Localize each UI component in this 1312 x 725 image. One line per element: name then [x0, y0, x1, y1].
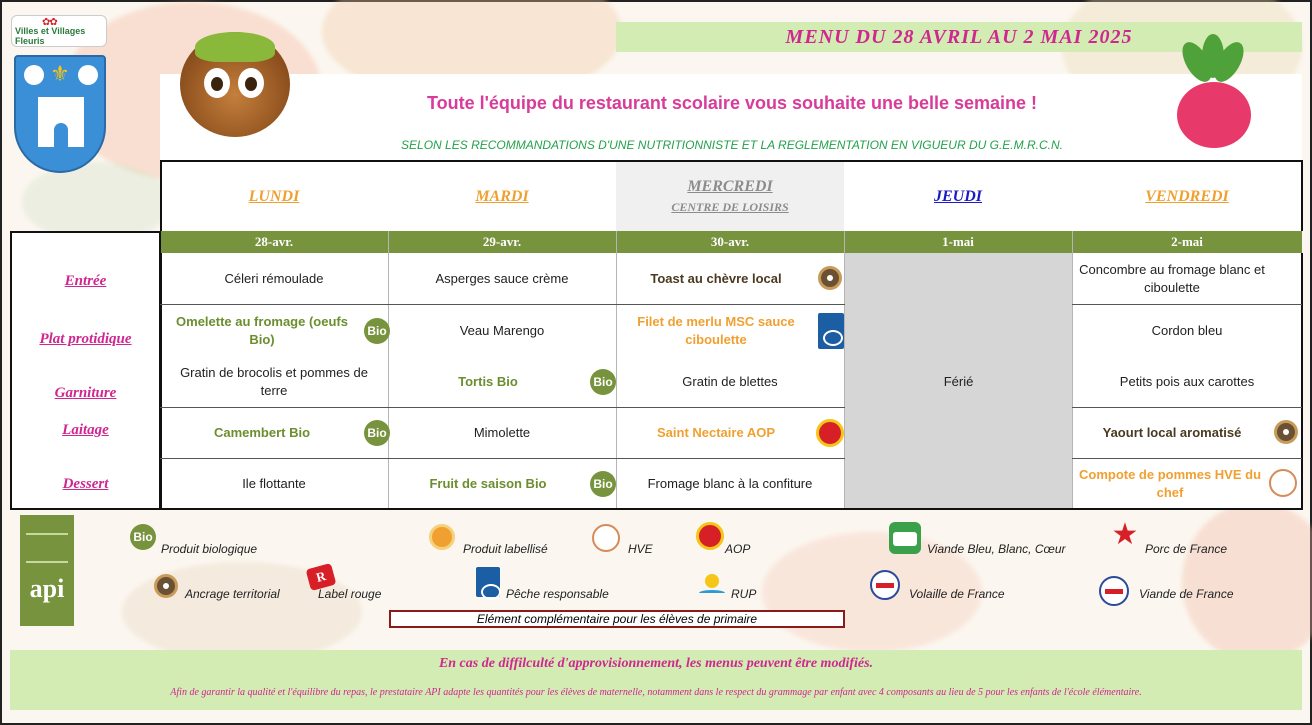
- date-cell: 1-mai: [942, 234, 974, 249]
- legend-rup: RUP: [731, 587, 757, 601]
- category-dessert: Dessert: [62, 476, 109, 492]
- nutrition-subtitle: SELON LES RECOMMANDATIONS D'UNE NUTRITIONNISTE ET LA REGLEMENTATION EN VIGUEUR DU G.E.M.R.C.N.: [401, 138, 1063, 152]
- menu-cell: Tortis Bio: [458, 373, 518, 389]
- menu-cell: Filet de merlu MSC sauce ciboulette: [637, 313, 795, 347]
- legend-bbc: Viande Bleu, Blanc, Cœur: [927, 542, 1066, 556]
- category-laitage: Laitage: [62, 422, 109, 438]
- api-logo-mark: [26, 533, 68, 563]
- msc-peche-durable-icon: [818, 313, 844, 349]
- day-label: LUNDI: [248, 187, 300, 205]
- bio-icon: Bio: [130, 524, 156, 550]
- menu-title: MENU DU 28 AVRIL AU 2 MAI 2025: [616, 22, 1302, 52]
- label-rouge-icon: R: [306, 563, 337, 591]
- town-coat-of-arms-icon: [14, 55, 106, 173]
- eye-icon: [204, 68, 230, 98]
- background-decoration: [22, 162, 172, 242]
- api-logo-text: api: [29, 574, 65, 603]
- ancrage-territorial-icon: [154, 574, 178, 598]
- day-sublabel: CENTRE DE LOISIRS: [671, 200, 789, 214]
- radish-leaves-icon: [1182, 34, 1244, 86]
- day-header-mercredi: [616, 162, 844, 231]
- legend-viande: Viande de France: [1139, 587, 1234, 601]
- menu-cell: Yaourt local aromatisé: [1102, 425, 1242, 440]
- hve-icon: [1269, 469, 1297, 497]
- radish-mascot-icon: [1177, 82, 1251, 148]
- category-entree: Entrée: [64, 273, 107, 289]
- day-label: JEUDI: [933, 187, 982, 205]
- menu-cell: Compote de pommes HVE du chef: [1078, 466, 1262, 500]
- ferie-label: Férié: [943, 373, 974, 389]
- legend-porc: Porc de France: [1145, 542, 1228, 556]
- footer-notice: En cas de diffilculté d'approvisionnement, les menus peuvent être modifiés.: [438, 656, 874, 671]
- viande-de-france-icon: [1099, 576, 1129, 606]
- legend-ancrage: Ancrage territorial: [185, 587, 280, 601]
- legend-label-rouge: Label rouge: [318, 587, 382, 601]
- menu-cell: Concombre au fromage blanc et ciboulette: [1079, 262, 1265, 295]
- menu-cell: Cordon bleu: [1151, 322, 1223, 338]
- complementary-element-legend: Elément complémentaire pour les élèves de primaire: [389, 610, 845, 628]
- greeting-text: Toute l'équipe du restaurant scolaire vous souhaite une belle semaine !: [426, 93, 1038, 113]
- category-plat: Plat protidique: [39, 331, 132, 347]
- api-logo: [20, 515, 74, 626]
- villes-villages-fleuris-logo: [11, 15, 107, 47]
- menu-cell: Camembert Bio: [213, 425, 311, 440]
- day-header-mardi: [388, 162, 616, 231]
- flower-icon: ✿✿: [42, 17, 57, 28]
- day-label: MARDI: [475, 187, 529, 205]
- menu-cell: Veau Marengo: [459, 322, 545, 338]
- menu-cell: Toast au chèvre local: [650, 271, 782, 286]
- menu-cell: Gratin de blettes: [682, 373, 778, 389]
- produit-labellise-icon: [429, 524, 455, 550]
- menu-cell: Asperges sauce crème: [435, 271, 569, 286]
- menu-cell: Omelette au fromage (oeufs Bio): [176, 313, 348, 347]
- menu-cell: Fruit de saison Bio: [429, 475, 547, 491]
- ancrage-territorial-icon: [1274, 420, 1298, 444]
- menu-cell: Ile flottante: [242, 475, 306, 491]
- menu-cell: Mimolette: [473, 425, 531, 440]
- aop-icon: [696, 522, 724, 550]
- kiwi-skin-icon: [195, 32, 275, 62]
- day-header-lundi: [160, 162, 388, 231]
- menu-cell: Gratin de brocolis et pommes de terre: [180, 364, 368, 398]
- aop-icon: [816, 419, 844, 447]
- footer-details: Afin de garantir la qualité et l'équilibre du repas, le prestataire API adapte les quantités pour les élèves de maternelle, notamment dans le respect du grammage par enfant avec 4 composants au lieu de 5 pour les enfants de l'école élémentaire.: [170, 687, 1142, 698]
- castle-icon: [38, 97, 84, 147]
- day-header-jeudi: [844, 162, 1072, 231]
- day-header-vendredi: [1072, 162, 1302, 231]
- menu-cell: Saint Nectaire AOP: [656, 425, 775, 440]
- date-cell: 28-avr.: [254, 234, 294, 249]
- bio-icon: Bio: [590, 471, 616, 497]
- menu-cell: Petits pois aux carottes: [1119, 373, 1255, 389]
- eye-icon: [238, 68, 264, 98]
- bleu-blanc-coeur-icon: [889, 522, 921, 554]
- legend-aop: AOP: [725, 542, 751, 556]
- background-decoration: [1182, 502, 1312, 662]
- date-cell: 30-avr.: [710, 234, 750, 249]
- ancrage-territorial-icon: [818, 266, 842, 290]
- category-garniture: Garniture: [54, 385, 117, 401]
- hve-icon: [592, 524, 620, 552]
- date-cell: 29-avr.: [482, 234, 522, 249]
- porc-de-france-icon: ★: [1111, 518, 1139, 551]
- bio-icon: Bio: [590, 369, 616, 395]
- volaille-de-france-icon: [870, 570, 900, 600]
- bio-icon: Bio: [364, 318, 390, 344]
- date-cell: 2-mai: [1171, 234, 1203, 249]
- legend-volaille: Volaille de France: [909, 587, 1005, 601]
- legend-labellise: Produit labellisé: [463, 542, 548, 556]
- bio-icon: Bio: [364, 420, 390, 446]
- fleur-de-lys-icon: ⚜: [50, 61, 70, 86]
- menu-cell: Céleri rémoulade: [224, 271, 324, 286]
- day-label: MERCREDI: [687, 178, 773, 195]
- legend-bio: Produit biologique: [161, 542, 258, 556]
- villes-fleuris-text: Villes et Villages Fleuris: [15, 26, 86, 46]
- rose-icon: [78, 65, 98, 85]
- rup-icon: [699, 574, 725, 600]
- day-label: VENDREDI: [1145, 187, 1229, 205]
- legend-hve: HVE: [628, 542, 653, 556]
- menu-cell: Fromage blanc à la confiture: [647, 475, 813, 491]
- msc-peche-durable-icon: [476, 567, 500, 597]
- legend-peche: Pêche responsable: [506, 587, 609, 601]
